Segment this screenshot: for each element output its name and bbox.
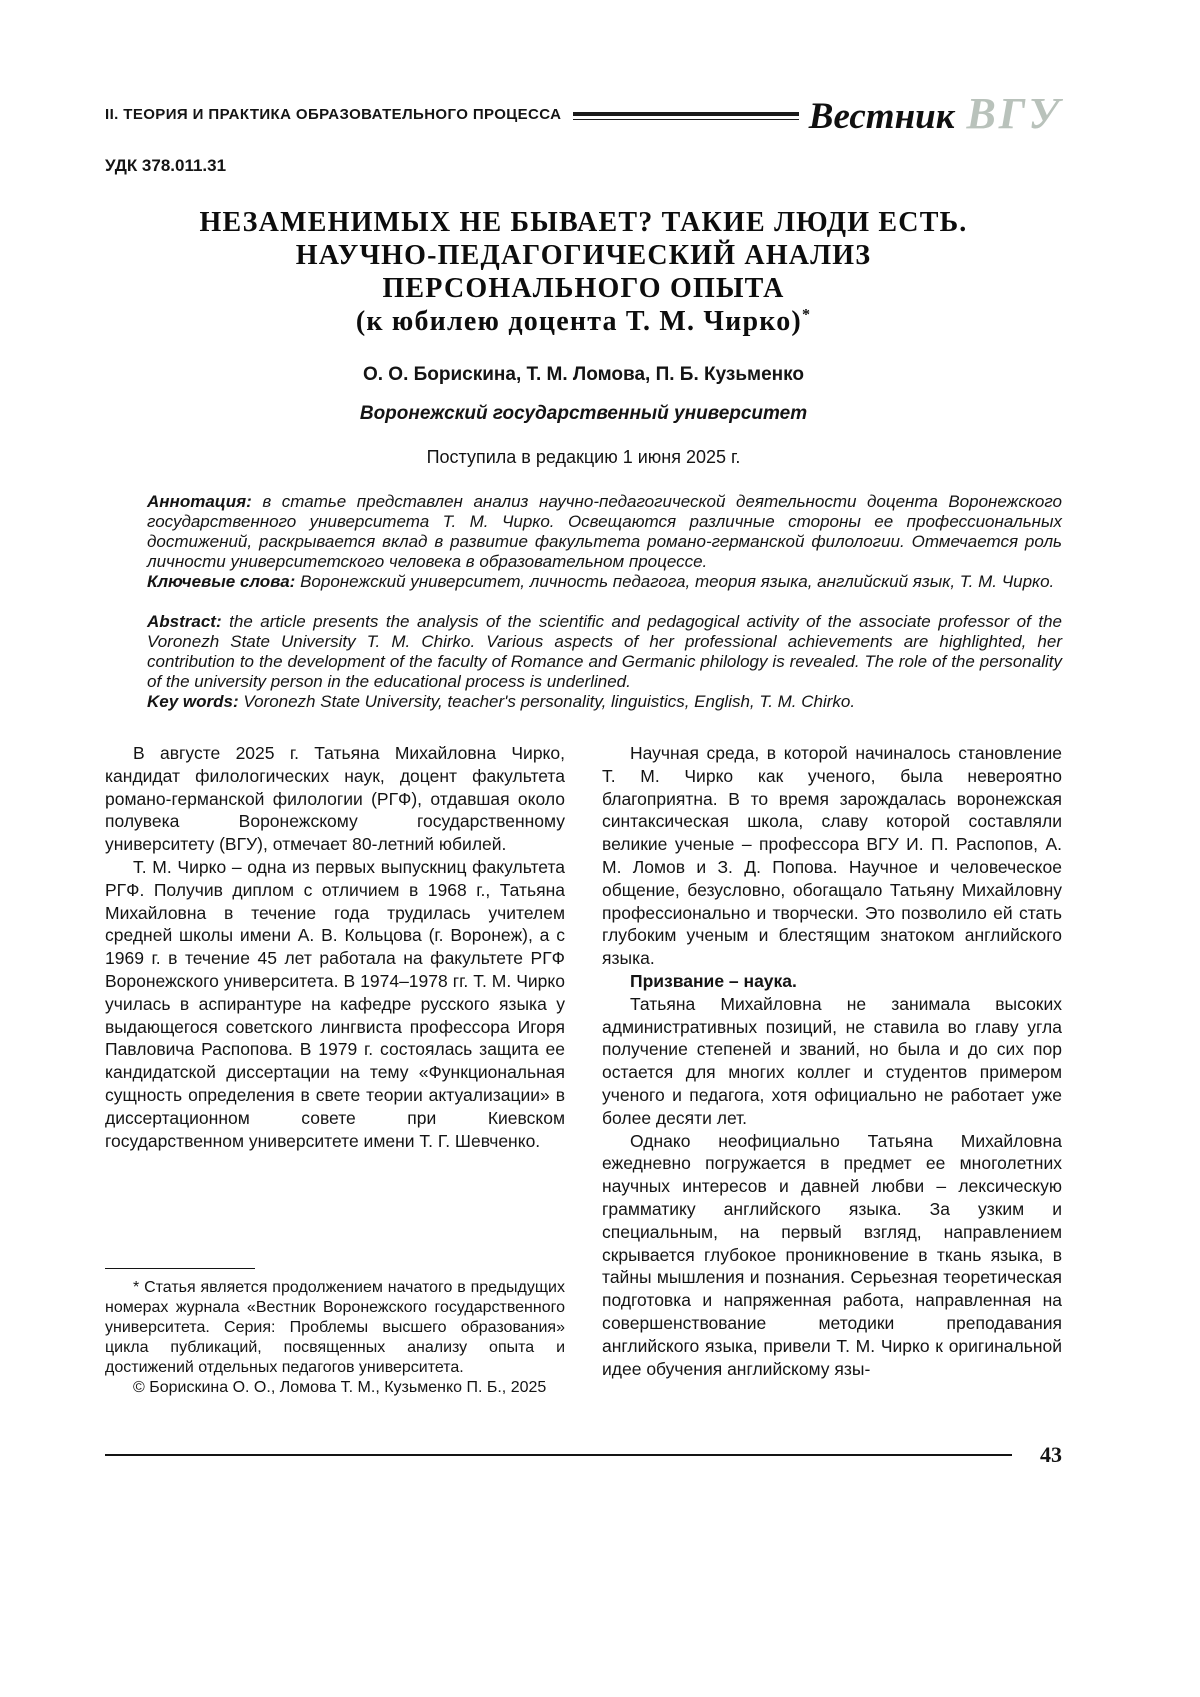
journal-logo-abbr: ВГУ bbox=[966, 89, 1062, 138]
key-words-paragraph bbox=[147, 692, 1062, 712]
footnote bbox=[105, 1268, 565, 1424]
body-paragraph: Однако неофициально Татьяна Михайловна ежедневно погружается в предмет ее многолетних научных интересов и давней любви – лексическую грамматику английского языка. За узким и специальным, на первый взгляд, направлением скрывается глубокое проникновение в ткань языка, в тайны мышления и познания. Серьезная теоретическая подготовка и напряженная работа, направленная на совершенствование методики преподавания английского языка, привели Т. М. Чирко к оригинальной идее обучения английскому язы- bbox=[602, 1130, 1062, 1379]
key-words-label: Key words: bbox=[147, 692, 239, 711]
article-body bbox=[105, 742, 1062, 1424]
annotation-paragraph bbox=[147, 492, 1062, 572]
keywords-label: Ключевые слова: bbox=[147, 572, 296, 591]
abstract-text: the article presents the analysis of the scientific and pedagogical activity of the associate professor of the Voronezh State University T. M. Chirko. Various aspects of her professional achievements are highlighted, her contribution to the development of the faculty of Romance and Germanic philology is revealed. The role of the personality of the university person in the educational process is underlined. bbox=[147, 612, 1062, 691]
left-column bbox=[105, 742, 565, 1424]
udc-code: УДК 378.011.31 bbox=[105, 156, 227, 175]
page-footer bbox=[105, 1442, 1062, 1468]
received-line: Поступила в редакцию 1 июня 2025 г. bbox=[426, 447, 741, 467]
journal-logo-name: Вестник bbox=[808, 96, 955, 137]
header-rule bbox=[573, 112, 798, 120]
title-line-3: ПЕРСОНАЛЬНОГО ОПЫТА bbox=[382, 273, 785, 304]
right-column bbox=[602, 742, 1062, 1424]
title-line-2: НАУЧНО-ПЕДАГОГИЧЕСКИЙ АНАЛИЗ bbox=[295, 240, 872, 271]
abstract-block bbox=[147, 612, 1062, 712]
page-number: 43 bbox=[1040, 1442, 1062, 1467]
abstract-label: Abstract: bbox=[147, 612, 222, 631]
footnote-rule bbox=[105, 1268, 255, 1269]
keywords-text: Воронежский университет, личность педагога, теория языка, английский язык, Т. М. Чирко. bbox=[295, 572, 1055, 591]
annotation-text: в статье представлен анализ научно-педагогической деятельности доцента Воронежского государственного университета Т. М. Чирко. Освещаются различные стороны ее профессиональных достижений, раскрывается вклад в развитие факультета романо-германской филологии. Отмечается роль личности университетского человека в образовательном процессе. bbox=[147, 492, 1062, 571]
journal-logo bbox=[808, 89, 1062, 146]
abstract-paragraph bbox=[147, 612, 1062, 692]
body-subheading: Призвание – наука. bbox=[630, 970, 797, 991]
article-title bbox=[105, 206, 1062, 338]
keywords-paragraph bbox=[147, 572, 1062, 592]
running-head bbox=[105, 89, 1062, 142]
affiliation-line: Воронежский государственный университет bbox=[359, 403, 808, 424]
section-header: II. ТЕОРИЯ И ПРАКТИКА ОБРАЗОВАТЕЛЬНОГО ПРОЦЕССА bbox=[105, 106, 562, 123]
footer-rule bbox=[105, 1454, 1012, 1456]
annotation-block bbox=[147, 492, 1062, 592]
key-words-text: Voronezh State University, teacher's personality, linguistics, English, T. M. Chirko. bbox=[238, 692, 856, 711]
title-footnote-mark: * bbox=[801, 306, 812, 324]
footnote-text: * Статья является продолжением начатого в предыдущих номерах журнала «Вестник Воронежского государственного университета. Серия: Проблемы высшего образования» цикла публикаций, посвященных анализу опыта и достижений отдельных педагогов университета. bbox=[105, 1279, 565, 1376]
title-line-4 bbox=[105, 305, 1062, 338]
body-paragraph: В августе 2025 г. Татьяна Михайловна Чирко, кандидат филологических наук, доцент факультета романо-германской филологии (РГФ), отдавшая около полувека Воронежскому государственному университету (ВГУ), отмечает 80-летний юбилей. bbox=[105, 743, 565, 855]
title-line-1: НЕЗАМЕНИМЫХ НЕ БЫВАЕТ? ТАКИЕ ЛЮДИ ЕСТЬ. bbox=[199, 207, 968, 238]
annotation-label: Аннотация: bbox=[147, 492, 252, 511]
authors-line: О. О. Борискина, Т. М. Ломова, П. Б. Кузьменко bbox=[362, 364, 805, 385]
copyright-line: © Борискина О. О., Ломова Т. М., Кузьменко П. Б., 2025 bbox=[133, 1379, 547, 1396]
title-line-4-text: (к юбилею доцента Т. М. Чирко) bbox=[355, 306, 802, 337]
body-paragraph: Научная среда, в которой начиналось становление Т. М. Чирко как ученого, была невероятно благоприятна. В то время зарождалась воронежская синтаксическая школа, славу которой составляли великие ученые – профессора ВГУ И. П. Распопов, А. М. Ломов и З. Д. Попова. Научное и человеческое общение, безусловно, обогащало Татьяну Михайловну профессионально и творчески. Это позволило ей стать глубоким ученым и блестящим знатоком английского языка. bbox=[602, 743, 1062, 969]
body-paragraph: Т. М. Чирко – одна из первых выпускниц факультета РГФ. Получив диплом с отличием в 1968 г., Татьяна Михайловна в течение года трудилась учителем средней школы имени А. В. Кольцова (г. Воронеж), а с 1969 г. в течение 45 лет работала на факультете РГФ Воронежского университета. В 1974–1978 гг. Т. М. Чирко училась в аспирантуре на кафедре русского языка у выдающегося советского лингвиста профессора Игоря Павловича Распопова. В 1979 г. состоялась защита ее кандидатской диссертации на тему «Функциональная сущность определения в свете теории актуализации» в диссертационном совете при Киевском государственном университете имени Т. Г. Шевченко. bbox=[105, 856, 565, 1151]
body-paragraph: Татьяна Михайловна не занимала высоких административных позиций, не ставила во главу угла получение степеней и званий, но была и до сих пор остается для многих коллег и студентов примером ученого и педагога, хотя официально не работает уже более десяти лет. bbox=[602, 993, 1062, 1128]
